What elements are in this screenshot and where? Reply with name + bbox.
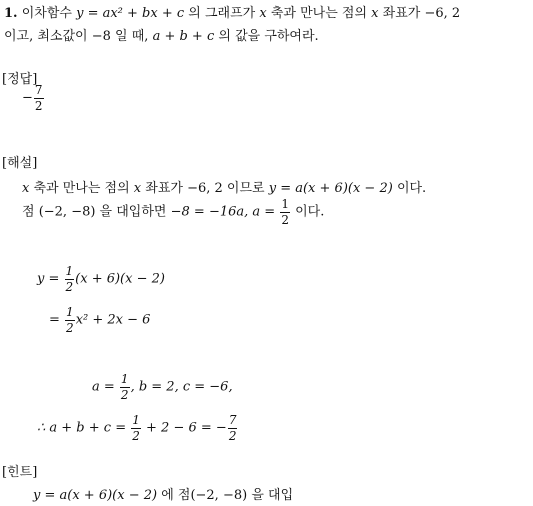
fraction: $\frac{1}{2}$	[132, 413, 140, 443]
problem-text: 이고, 최소값이 −8 일 때,	[4, 29, 149, 44]
problem-text: 축과 만나는 점의	[270, 6, 368, 21]
equation-2: = $\frac{1}{2}$ x² + 2x − 6	[49, 305, 151, 335]
answer-fraction: $\frac{7}{2}$	[34, 83, 43, 113]
problem-math: a + b + c	[152, 29, 215, 44]
problem-line-1	[4, 7, 460, 20]
fraction: $\frac{1}{2}$	[65, 264, 74, 294]
hint-line: y = a(x + 6)(x − 2) 에 점(−2, −8) 을 대입	[33, 488, 294, 503]
problem-number: 1.	[4, 6, 18, 21]
solution-line-1: x 축과 만나는 점의 x 좌표가 −6, 2 이므로 y = a(x + 6)(x − 2) 이다.	[22, 181, 427, 196]
problem-math: x	[259, 6, 267, 21]
hint-header: [힌트]	[2, 465, 38, 480]
problem-math: y = ax² + bx + c	[76, 6, 185, 21]
problem-line-2	[4, 30, 319, 43]
fraction: $\frac{7}{2}$	[228, 413, 237, 443]
fraction: $\frac{1}{2}$	[66, 305, 74, 335]
fraction: $\frac{1}{2}$	[281, 197, 289, 227]
problem-text: 좌표가 −6, 2	[382, 6, 461, 21]
problem-text: 이차함수	[21, 6, 72, 21]
problem-text: 의 값을 구하여라.	[218, 29, 319, 44]
problem-text: 의 그래프가	[188, 6, 256, 21]
solution-line-2: 점 (−2, −8) 을 대입하면 −8 = −16a, a = $\frac{1}{2}$ 이다.	[22, 197, 325, 227]
equation-3: a = $\frac{1}{2}$ , b = 2, c = −6,	[92, 372, 233, 402]
answer-sign: −	[22, 90, 33, 106]
equation-1: y = $\frac{1}{2}$ (x + 6)(x − 2)	[37, 264, 165, 294]
answer-value	[22, 84, 45, 112]
answer-header: [정답]	[2, 72, 38, 87]
fraction: $\frac{1}{2}$	[120, 372, 129, 402]
equation-4: ∴ a + b + c = $\frac{1}{2}$ + 2 − 6 = − $\frac{7}{2}$	[37, 413, 237, 443]
problem-math: x	[371, 6, 379, 21]
solution-header: [해설]	[2, 156, 38, 171]
